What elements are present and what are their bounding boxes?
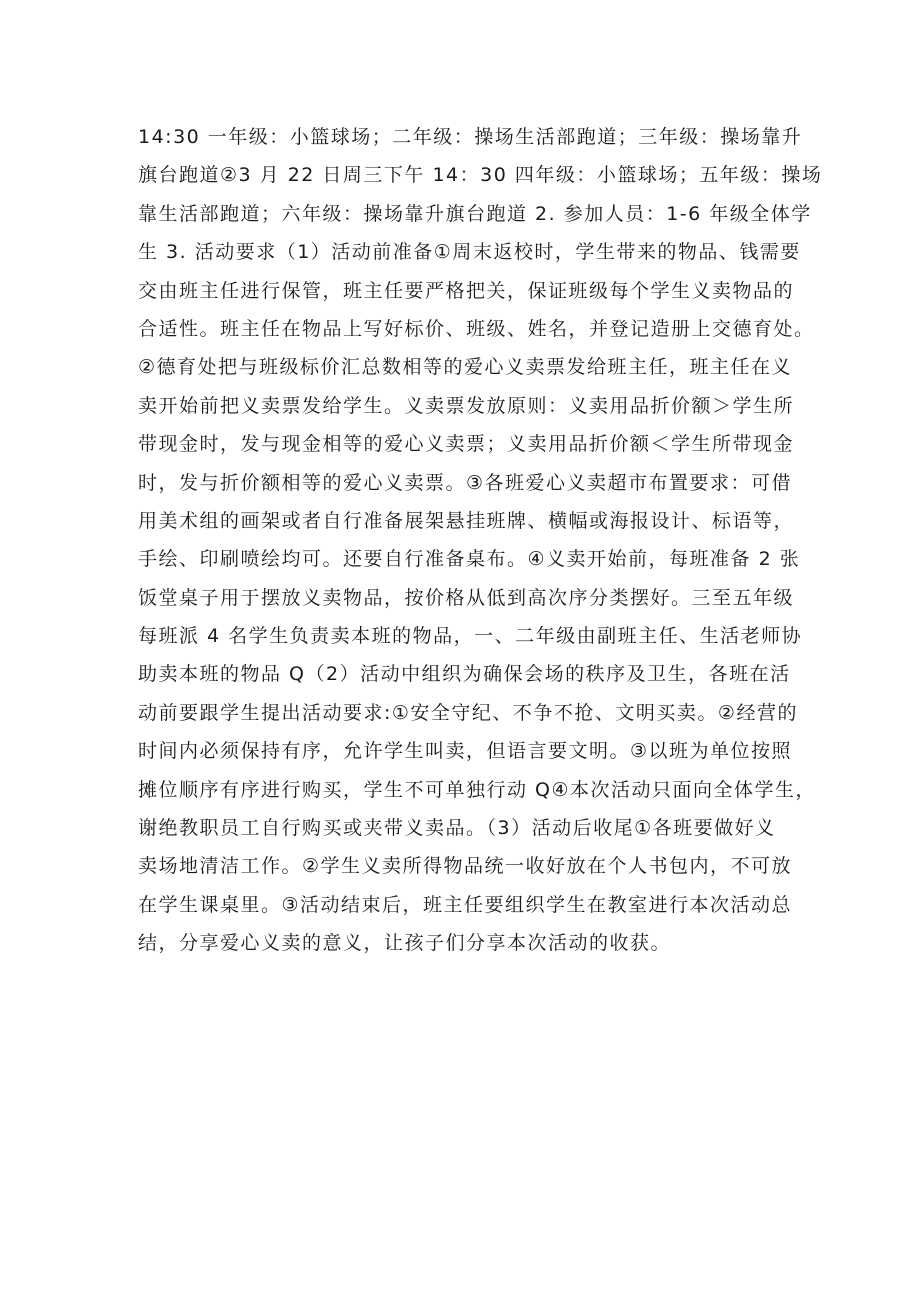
text-line: 用美术组的画架或者自行准备展架悬挂班牌、横幅或海报设计、标语等， bbox=[138, 509, 795, 532]
text-line: 时，发与折价额相等的爱心义卖票。③各班爱心义卖超市布置要求：可借 bbox=[138, 471, 793, 494]
text-line: ②德育处把与班级标价汇总数相等的爱心义卖票发给班主任，班主任在义 bbox=[138, 356, 793, 379]
text-line: 14:30 一年级：小篮球场；二年级：操场生活部跑道；三年级：操场靠升 bbox=[138, 126, 803, 148]
text-line: 卖开始前把义卖票发给学生。义卖票发放原则：义卖用品折价额＞学生所 bbox=[138, 394, 795, 417]
text-line: 动前要跟学生提出活动要求:①安全守纪、不争不抢、文明买卖。②经营的 bbox=[138, 701, 798, 724]
text-line: 摊位顺序有序进行购买，学生不可单独行动 Q④本次活动只面向全体学生， bbox=[138, 778, 817, 801]
text-line: 饭堂桌子用于摆放义卖物品，按价格从低到高次序分类摆好。三至五年级 bbox=[138, 586, 795, 609]
text-line: 结，分享爱心义卖的意义，让孩子们分享本次活动的收获。 bbox=[138, 932, 672, 955]
text-line: 带现金时，发与现金相等的爱心义卖票；义卖用品折价额＜学生所带现金 bbox=[138, 433, 795, 456]
text-line: 生 3. 活动要求（1）活动前准备①周末返校时，学生带来的物品、钱需要 bbox=[138, 241, 801, 264]
text-line: 谢绝教职员工自行购买或夹带义卖品。（3）活动后收尾①各班要做好义 bbox=[138, 817, 776, 840]
text-line: 合适性。班主任在物品上写好标价、班级、姓名，并登记造册上交德育处。 bbox=[138, 317, 815, 340]
text-line: 卖场地清洁工作。②学生义卖所得物品统一收好放在个人书包内，不可放 bbox=[138, 855, 793, 878]
text-line: 交由班主任进行保管，班主任要严格把关，保证班级每个学生义卖物品的 bbox=[138, 279, 795, 302]
body-text bbox=[138, 118, 823, 963]
text-line: 靠生活部跑道；六年级：操场靠升旗台跑道 2. 参加人员：1-6 年级全体学 bbox=[138, 202, 812, 225]
text-line: 助卖本班的物品 Q（2）活动中组织为确保会场的秩序及卫生，各班在活 bbox=[138, 663, 791, 686]
text-line: 在学生课桌里。③活动结束后，班主任要组织学生在教室进行本次活动总 bbox=[138, 893, 793, 916]
text-line: 旗台跑道②3 月 22 日周三下午 14：30 四年级：小篮球场；五年级：操场 bbox=[138, 164, 823, 187]
text-line: 每班派 4 名学生负责卖本班的物品，一、二年级由副班主任、生活老师协 bbox=[138, 625, 803, 648]
text-line: 时间内必须保持有序，允许学生叫卖，但语言要文明。③以班为单位按照 bbox=[138, 740, 793, 763]
text-line: 手绘、印刷喷绘均可。还要自行准备桌布。④义卖开始前，每班准备 2 张 bbox=[138, 548, 801, 571]
